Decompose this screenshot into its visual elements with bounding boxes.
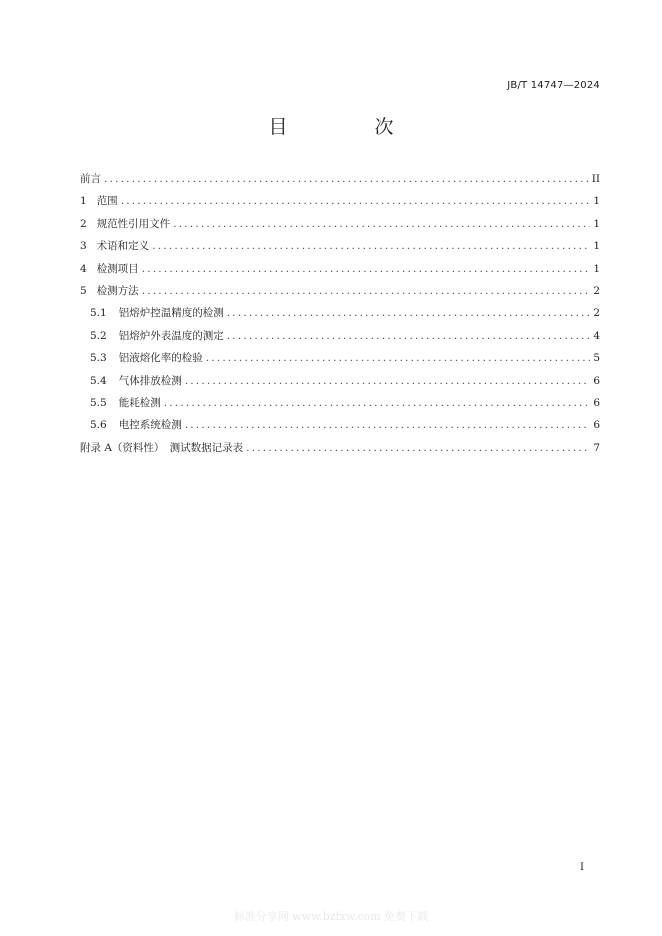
toc-dot-leader bbox=[142, 285, 591, 297]
toc-entry[interactable] bbox=[80, 261, 600, 283]
toc-entry[interactable] bbox=[80, 171, 600, 193]
standard-code: JB/T 14747—2024 bbox=[507, 80, 600, 91]
toc-entry[interactable] bbox=[80, 350, 600, 372]
toc-entry[interactable] bbox=[80, 216, 600, 238]
toc-entry-number: 5.5 bbox=[90, 396, 107, 409]
toc-entry[interactable] bbox=[80, 238, 600, 260]
toc-entry-label: 前言 bbox=[80, 173, 101, 185]
toc-dot-leader bbox=[185, 419, 591, 431]
toc-entry-page: 6 bbox=[593, 419, 600, 432]
toc-entry-number: 5.6 bbox=[90, 419, 107, 432]
toc-entry-number: 4 bbox=[80, 262, 87, 275]
page-title: 目 次 bbox=[268, 116, 428, 138]
toc-entry[interactable] bbox=[80, 193, 600, 215]
toc-entry[interactable] bbox=[80, 417, 600, 439]
toc-entry-label: 检测项目 bbox=[96, 262, 139, 275]
toc-dot-leader bbox=[185, 375, 591, 387]
toc-entry-label: 铝熔炉控温精度的检测 bbox=[118, 307, 224, 320]
toc-entry-number: 2 bbox=[80, 217, 87, 230]
toc-entry[interactable] bbox=[80, 440, 600, 462]
toc-entry-label: 附录 A（资料性） 测试数据记录表 bbox=[80, 441, 244, 454]
toc-entry-page: 5 bbox=[593, 352, 600, 365]
toc-entry-number: 3 bbox=[80, 240, 87, 253]
toc-entry-label: 电控系统检测 bbox=[118, 419, 182, 432]
toc-entry-number: 5.3 bbox=[90, 352, 107, 365]
toc-dot-leader bbox=[246, 442, 590, 454]
toc-entry-page: 1 bbox=[593, 262, 600, 275]
toc-entry[interactable] bbox=[80, 395, 600, 417]
toc-dot-leader bbox=[227, 330, 591, 342]
table-of-contents bbox=[80, 171, 600, 462]
toc-entry[interactable] bbox=[80, 283, 600, 305]
toc-entry-number: 5 bbox=[80, 284, 87, 297]
toc-dot-leader bbox=[206, 352, 591, 364]
toc-entry-page: 6 bbox=[593, 396, 600, 409]
toc-entry-page: 6 bbox=[593, 374, 600, 387]
toc-entry-page: 1 bbox=[593, 217, 600, 230]
toc-dot-leader bbox=[164, 397, 591, 409]
toc-dot-leader bbox=[142, 263, 591, 275]
toc-entry-page: 2 bbox=[593, 284, 600, 297]
toc-dot-leader bbox=[227, 307, 591, 319]
toc-dot-leader bbox=[104, 173, 589, 185]
toc-entry-number: 5.4 bbox=[90, 374, 107, 387]
toc-entry-page: 7 bbox=[593, 441, 600, 454]
toc-entry-label: 规范性引用文件 bbox=[96, 217, 171, 230]
toc-dot-leader bbox=[173, 218, 590, 230]
toc-entry-page: 2 bbox=[593, 307, 600, 320]
toc-entry-label: 铝熔炉外表温度的测定 bbox=[118, 329, 224, 342]
toc-entry-label: 检测方法 bbox=[96, 284, 139, 297]
watermark: 标准分享网 www.bzfxw.com 免费下载 bbox=[233, 910, 429, 923]
toc-entry-label: 气体排放检测 bbox=[118, 374, 182, 387]
toc-entry-page: II bbox=[591, 173, 600, 185]
toc-entry-page: 1 bbox=[593, 195, 600, 208]
toc-dot-leader bbox=[121, 195, 591, 207]
toc-entry-label: 铝液熔化率的检验 bbox=[118, 352, 203, 365]
toc-entry[interactable] bbox=[80, 328, 600, 350]
toc-entry-number: 5.2 bbox=[90, 329, 107, 342]
toc-entry-number: 1 bbox=[80, 195, 87, 208]
toc-entry-number: 5.1 bbox=[90, 307, 107, 320]
toc-entry-label: 术语和定义 bbox=[96, 240, 150, 253]
toc-entry[interactable] bbox=[80, 373, 600, 395]
page-number: I bbox=[580, 862, 584, 873]
toc-entry-page: 1 bbox=[593, 240, 600, 253]
toc-entry-page: 4 bbox=[593, 329, 600, 342]
toc-entry[interactable] bbox=[80, 305, 600, 327]
toc-entry-label: 范围 bbox=[96, 195, 118, 208]
toc-entry-label: 能耗检测 bbox=[118, 396, 161, 409]
toc-dot-leader bbox=[152, 240, 590, 252]
